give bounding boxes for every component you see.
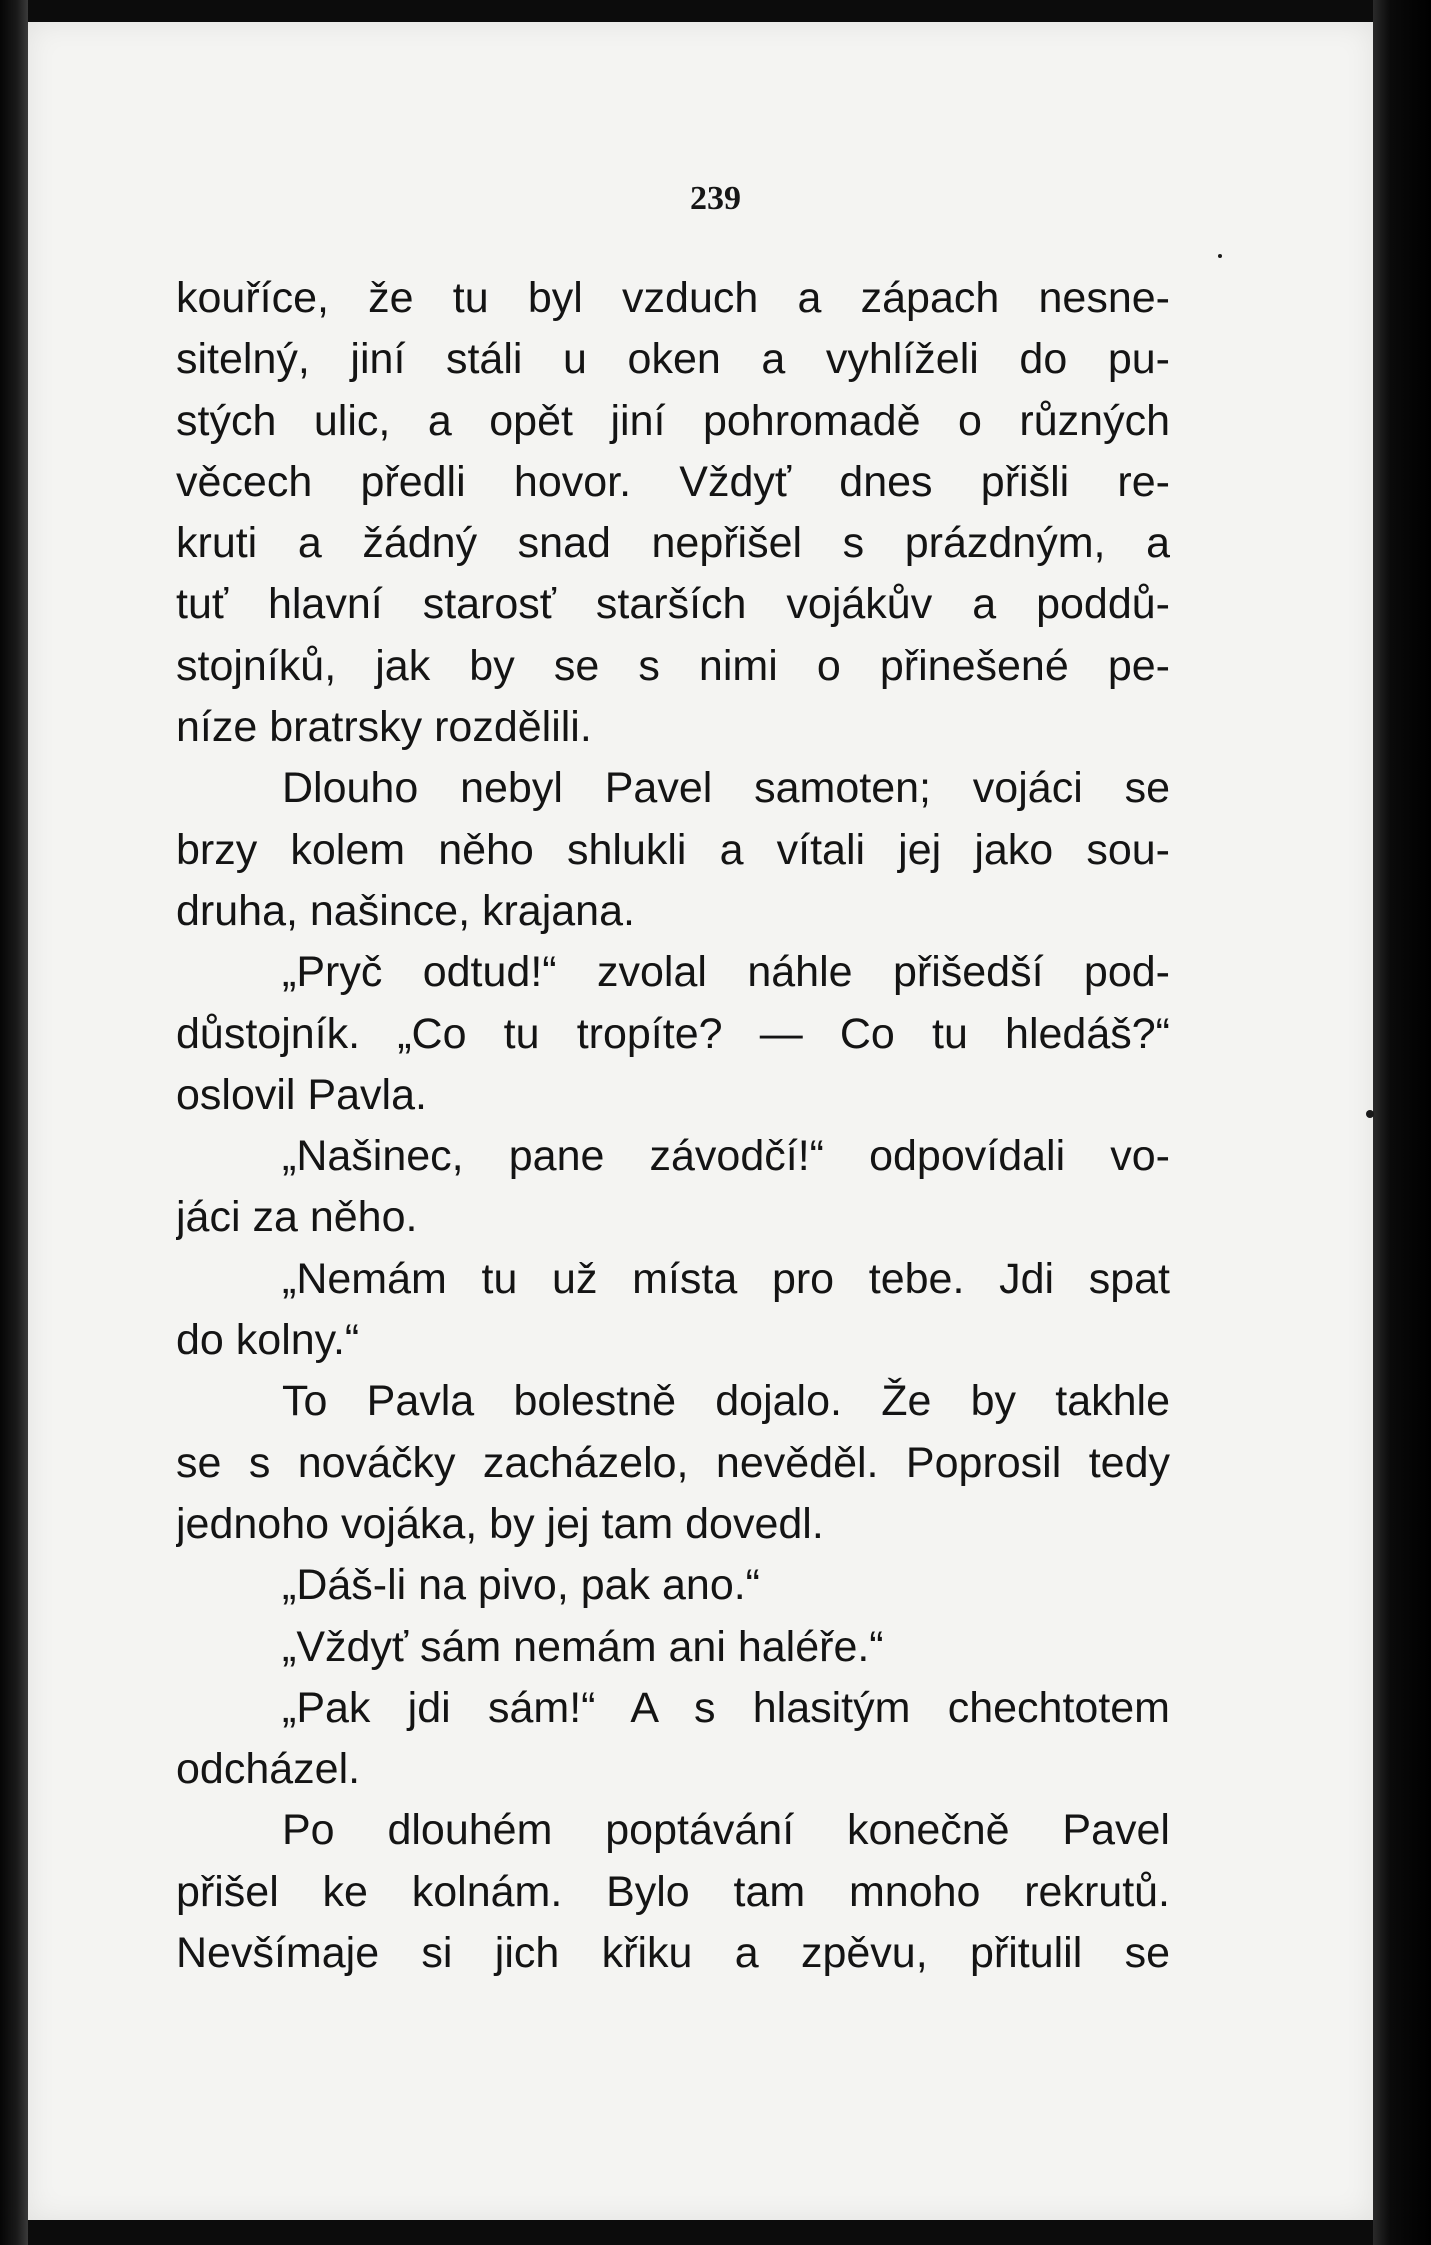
text-line: druha, našince, krajana.: [176, 886, 635, 935]
text-line: odcházel.: [176, 1745, 361, 1794]
text-line: „Pak jdi sám!“ A s hlasitým chechtotem: [282, 1683, 1170, 1732]
text-line: do kolny.“: [176, 1316, 360, 1365]
text-line: kruti a žádný snad nepřišel s prázdným, a: [176, 519, 1170, 568]
text-line: se s nováčky zacházelo, nevěděl. Poprosil tedy: [176, 1438, 1170, 1487]
text-line: Po dlouhém poptávání konečně Pavel: [282, 1806, 1170, 1855]
text-line: stojníků, jak by se s nimi o přinešené pe-: [176, 641, 1170, 690]
text-line: věcech předli hovor. Vždyť dnes přišli re-: [176, 457, 1170, 506]
page-number: 239: [690, 180, 741, 217]
text-line: „Dáš-li na pivo, pak ano.“: [282, 1561, 760, 1610]
text-line: „Našinec, pane závodčí!“ odpovídali vo-: [282, 1132, 1170, 1181]
text-line: jáci za něho.: [176, 1193, 418, 1242]
text-line: jednoho vojáka, by jej tam dovedl.: [176, 1499, 824, 1548]
body-text: [176, 268, 1170, 1984]
scan-speck: [1218, 254, 1222, 258]
text-line: „Pryč odtud!“ zvolal náhle přišedší pod-: [282, 948, 1170, 997]
text-line: brzy kolem něho shlukli a vítali jej jako sou-: [176, 825, 1170, 874]
text-line: kouříce, že tu byl vzduch a zápach nesne-: [176, 274, 1170, 322]
text-line: Dlouho nebyl Pavel samoten; vojáci se: [282, 764, 1170, 813]
scan-speck: [1366, 1110, 1374, 1118]
scan-edge-right: [1373, 0, 1431, 2245]
text-line: přišel ke kolnám. Bylo tam mnoho rekrutů.: [176, 1867, 1170, 1916]
text-line: Nevšímaje si jich křiku a zpěvu, přitulil se: [176, 1929, 1170, 1978]
text-line: důstojník. „Co tu tropíte? — Co tu hledáš?“: [176, 1009, 1170, 1058]
text-line: oslovil Pavla.: [176, 1070, 427, 1119]
text-line: stých ulic, a opět jiní pohromadě o různých: [176, 396, 1170, 445]
text-line: „Vždyť sám nemám ani haléře.“: [282, 1622, 884, 1671]
binding-edge-left: [0, 0, 28, 2245]
text-line: tuť hlavní starosť starších vojákův a poddů-: [176, 580, 1170, 629]
text-line: To Pavla bolestně dojalo. Že by takhle: [282, 1377, 1170, 1426]
text-line: sitelný, jiní stáli u oken a vyhlíželi do pu-: [176, 335, 1170, 384]
text-line: „Nemám tu už místa pro tebe. Jdi spat: [282, 1254, 1170, 1303]
text-line: níze bratrsky rozdělili.: [176, 703, 592, 752]
